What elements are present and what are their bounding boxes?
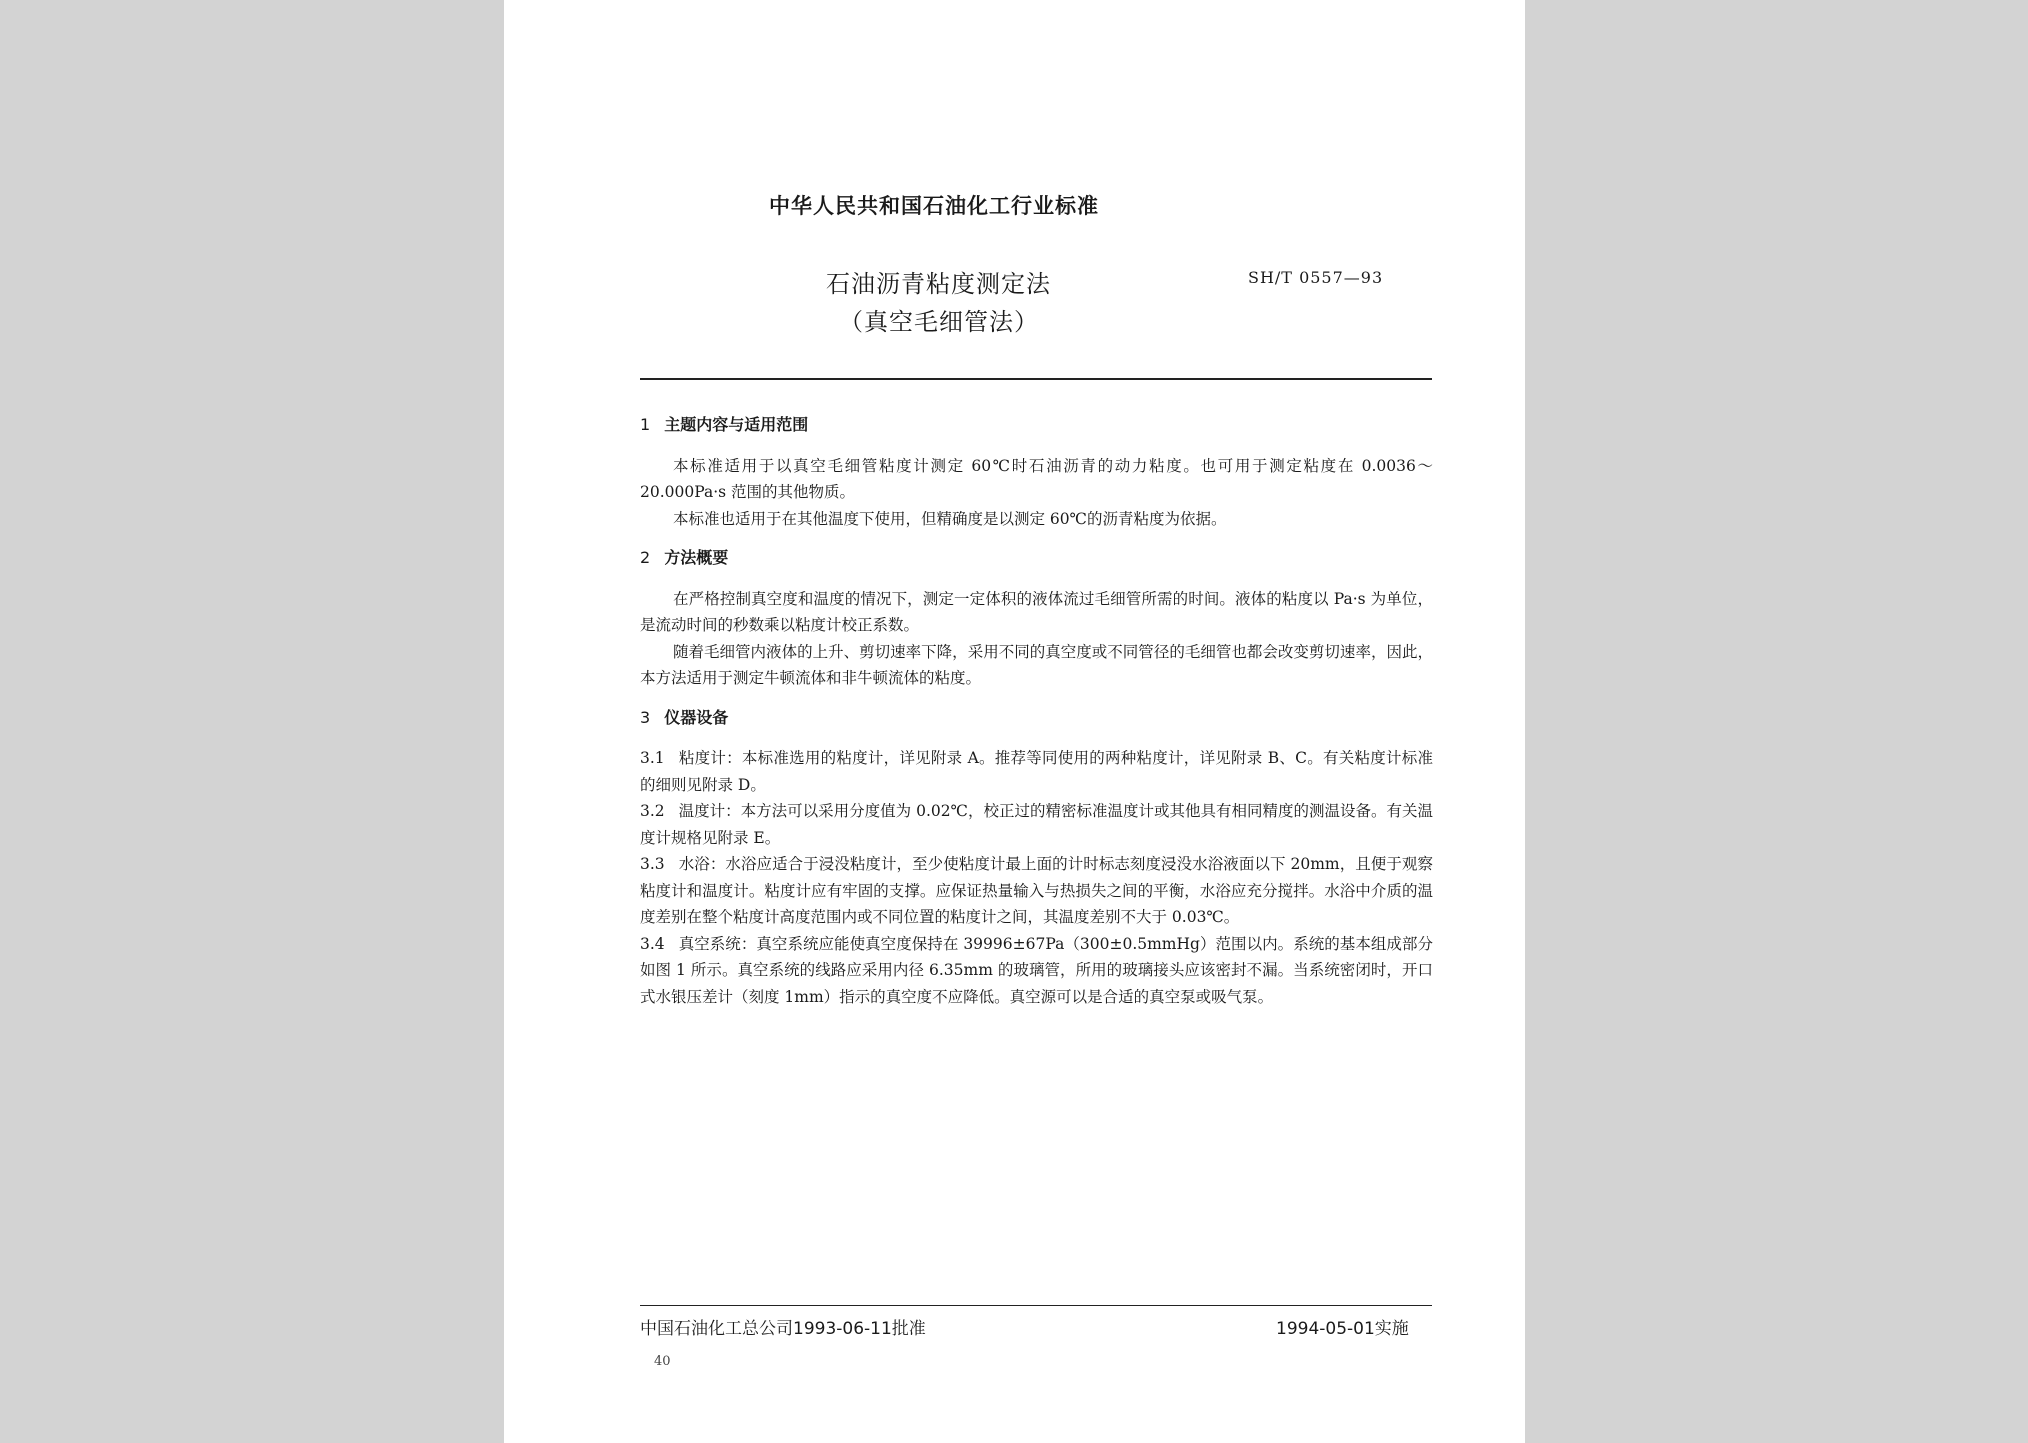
document-page: [504, 0, 1525, 1443]
page-number: 40: [654, 1354, 671, 1369]
section-title: 方法概要: [664, 548, 729, 567]
approval-date: 中国石油化工总公司1993-06-11批准: [640, 1319, 926, 1339]
clause-number: 3.2: [640, 802, 665, 820]
clause-text: 粘度计：本标准选用的粘度计，详见附录 A。推荐等同使用的两种粘度计，详见附录 B、C。有关粘度计标准的细则见附录 D。: [640, 749, 1433, 794]
clause-3-4: [640, 931, 1433, 1011]
clause-3-1: [640, 745, 1433, 798]
clause-3-2: [640, 798, 1433, 851]
section-heading: [640, 545, 1433, 572]
section-2: [640, 545, 1433, 692]
clause-number: 3.4: [640, 934, 665, 953]
section-number: 2: [640, 548, 651, 567]
clause-number: 3.1: [640, 749, 665, 767]
section-1: [640, 412, 1433, 532]
section-number: 1: [640, 415, 651, 434]
industry-standard-line: 中华人民共和国石油化工行业标准: [769, 194, 1099, 218]
clause-text: 真空系统：真空系统应能使真空度保持在 39996±67Pa（300±0.5mmHg）范围以内。系统的基本组成部分如图 1 所示。真空系统的线路应采用内径 6.35mm 的玻璃管，所用的玻璃接头应该密封不漏。当系统密闭时，开口式水银压差计（刻度 1mm）指示的真空度不应降低。真空源可以是合适的真空泵或吸气泵。: [640, 934, 1433, 1006]
clause-text: 温度计：本方法可以采用分度值为 0.02℃，校正过的精密标准温度计或其他具有相同精度的测温设备。有关温度计规格见附录 E。: [640, 802, 1433, 847]
clause-3-3: [640, 851, 1433, 931]
document-title: 石油沥青粘度测定法: [826, 270, 1051, 298]
standard-code: SH/T 0557—93: [1248, 268, 1384, 287]
clause-text: 水浴：水浴应适合于浸没粘度计，至少使粘度计最上面的计时标志刻度浸没水浴液面以下 20mm，且便于观察粘度计和温度计。粘度计应有牢固的支撑。应保证热量输入与热损失之间的平衡，水浴应充分搅拌。水浴中介质的温度差别在整个粘度计高度范围内或不同位置的粘度计之间，其温度差别不大于 0.03℃。: [640, 855, 1433, 926]
section-heading: [640, 705, 1433, 732]
paragraph: 随着毛细管内液体的上升、剪切速率下降，采用不同的真空度或不同管径的毛细管也都会改变剪切速率，因此，本方法适用于测定牛顿流体和非牛顿流体的粘度。: [640, 642, 1433, 687]
implementation-date: 1994-05-01实施: [1276, 1319, 1409, 1339]
section-heading: [640, 412, 1433, 439]
paragraph: 本标准适用于以真空毛细管粘度计测定 60℃时石油沥青的动力粘度。也可用于测定粘度在 0.0036～20.000Pa·s 范围的其他物质。: [640, 456, 1433, 501]
section-number: 3: [640, 707, 651, 727]
section-3: [640, 705, 1433, 1011]
paragraph: 在严格控制真空度和温度的情况下，测定一定体积的液体流过毛细管所需的时间。液体的粘度以 Pa·s 为单位，是流动时间的秒数乘以粘度计校正系数。: [640, 589, 1433, 634]
clause-number: 3.3: [640, 855, 665, 873]
footer-divider: [640, 1305, 1432, 1306]
section-title: 仪器设备: [664, 707, 729, 727]
document-subtitle: （真空毛细管法）: [839, 308, 1039, 336]
document-body: [640, 412, 1433, 1023]
section-title: 主题内容与适用范围: [664, 415, 809, 434]
header-divider: [640, 378, 1432, 380]
paragraph: 本标准也适用于在其他温度下使用，但精确度是以测定 60℃的沥青粘度为依据。: [673, 509, 1227, 528]
